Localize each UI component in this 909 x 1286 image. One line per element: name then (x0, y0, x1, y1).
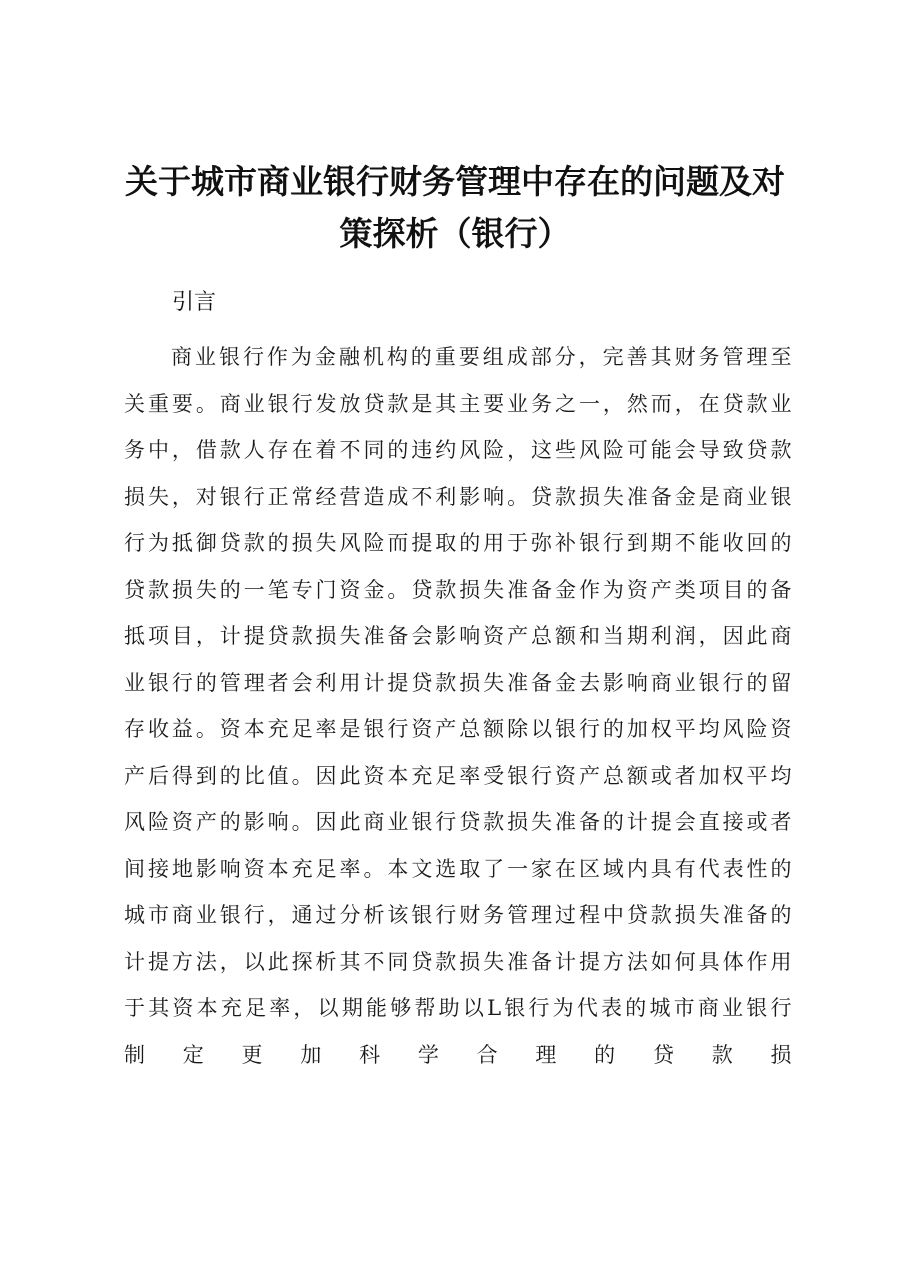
body-paragraph: 商业银行作为金融机构的重要组成部分，完善其财务管理至关重要。商业银行发放贷款是其主要业务之一，然而，在贷款业务中，借款人存在着不同的违约风险，这些风险可能会导致贷款损失，对银行正常经营造成不利影响。贷款损失准备金是商业银行为抵御贷款的损失风险而提取的用于弥补银行到期不能收回的贷款损失的一笔专门资金。贷款损失准备金作为资产类项目的备抵项目，计提贷款损失准备会影响资产总额和当期利润，因此商业银行的管理者会利用计提贷款损失准备金去影响商业银行的留存收益。资本充足率是银行资产总额除以银行的加权平均风险资产后得到的比值。因此资本充足率受银行资产总额或者加权平均风险资产的影响。因此商业银行贷款损失准备的计提会直接或者间接地影响资本充足率。本文选取了一家在区域内具有代表性的城市商业银行，通过分析该银行财务管理过程中贷款损失准备的计提方法，以此探析其不同贷款损失准备计提方法如何具体作用于其资本充足率，以期能够帮助以L银行为代表的城市商业银行制定更加科学合理的贷款损 (124, 345, 794, 1067)
document-title: 关于城市商业银行财务管理中存在的问题及对策探析（银行） (125, 162, 785, 253)
section-heading: 引言 (172, 290, 217, 315)
